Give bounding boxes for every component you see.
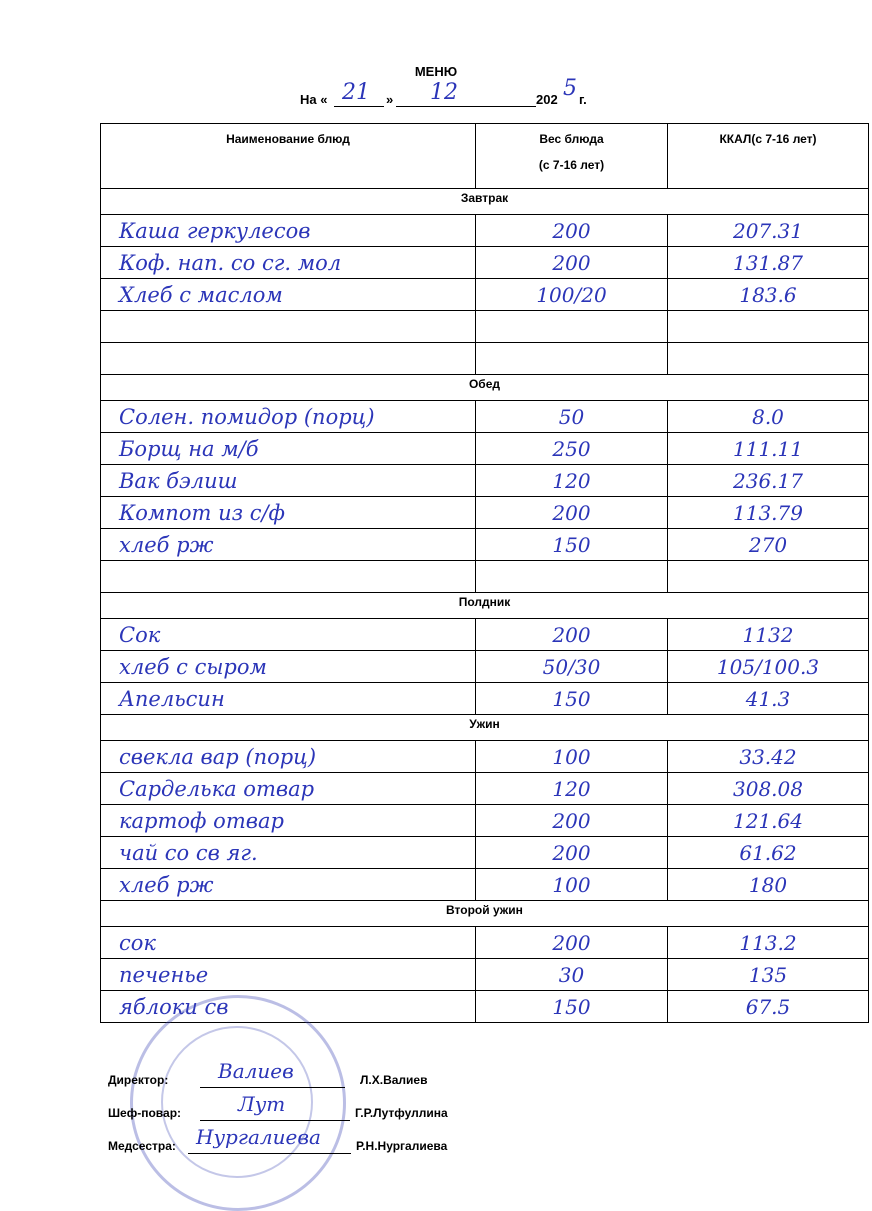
- col-kcal: ККАЛ(с 7-16 лет): [668, 124, 869, 189]
- dish-kcal: 183.6: [668, 279, 869, 311]
- signatory-name: Л.Х.Валиев: [360, 1073, 428, 1087]
- table-row: [101, 215, 869, 247]
- dish-name: сок: [101, 927, 476, 959]
- dish-kcal: 113.2: [668, 927, 869, 959]
- dish-weight: [476, 343, 668, 375]
- table-row: [101, 959, 869, 991]
- dish-weight: 150: [476, 529, 668, 561]
- dish-kcal: 113.79: [668, 497, 869, 529]
- dish-name: [101, 343, 476, 375]
- menu-title: МЕНЮ: [414, 64, 458, 79]
- date-year-digit: 5: [563, 76, 577, 101]
- dish-weight: 100/20: [476, 279, 668, 311]
- handwritten-signature: Нургалиева: [196, 1125, 321, 1149]
- section-title: Второй ужин: [101, 901, 869, 927]
- date-line: [300, 76, 620, 112]
- dish-kcal: 135: [668, 959, 869, 991]
- dish-kcal: 180: [668, 869, 869, 901]
- dish-name: хлеб рж: [101, 869, 476, 901]
- date-month: 12: [430, 80, 458, 105]
- table-row: [101, 651, 869, 683]
- dish-kcal: 270: [668, 529, 869, 561]
- dish-weight: [476, 561, 668, 593]
- dish-name: Борщ на м/б: [101, 433, 476, 465]
- table-row: [101, 279, 869, 311]
- dish-name: хлеб рж: [101, 529, 476, 561]
- dish-weight: 100: [476, 869, 668, 901]
- dish-name: Коф. нап. со сг. мол: [101, 247, 476, 279]
- dish-name: свекла вар (порц): [101, 741, 476, 773]
- col-weight-label: Вес блюда: [539, 132, 604, 146]
- table-row: [101, 927, 869, 959]
- dish-kcal: [668, 561, 869, 593]
- dish-weight: 250: [476, 433, 668, 465]
- section-title: Ужин: [101, 715, 869, 741]
- table-row: [101, 837, 869, 869]
- dish-weight: 200: [476, 837, 668, 869]
- table-row: [101, 773, 869, 805]
- dish-kcal: 8.0: [668, 401, 869, 433]
- table-row: [101, 401, 869, 433]
- table-row: [101, 805, 869, 837]
- table-row: [101, 619, 869, 651]
- table-row: [101, 561, 869, 593]
- dish-kcal: 33.42: [668, 741, 869, 773]
- table-row: [101, 741, 869, 773]
- dish-name: хлеб с сыром: [101, 651, 476, 683]
- dish-kcal: [668, 311, 869, 343]
- date-quote-close: »: [386, 92, 394, 107]
- section-title: Завтрак: [101, 189, 869, 215]
- dish-kcal: 207.31: [668, 215, 869, 247]
- col-dish-name: Наименование блюд: [101, 124, 476, 189]
- dish-weight: 150: [476, 683, 668, 715]
- dish-name: чай со св яг.: [101, 837, 476, 869]
- date-year-suffix: г.: [579, 92, 587, 107]
- section-row: [101, 715, 869, 741]
- header-row: [101, 124, 869, 189]
- table-row: [101, 433, 869, 465]
- dish-weight: 200: [476, 805, 668, 837]
- dish-weight: 50: [476, 401, 668, 433]
- role-label: Шеф-повар:: [108, 1106, 182, 1120]
- section-row: [101, 593, 869, 619]
- dish-kcal: 61.62: [668, 837, 869, 869]
- handwritten-signature: Лут: [238, 1092, 286, 1116]
- dish-weight: [476, 311, 668, 343]
- dish-kcal: 121.64: [668, 805, 869, 837]
- dish-weight: 200: [476, 619, 668, 651]
- role-label: Директор:: [108, 1073, 169, 1087]
- dish-kcal: 131.87: [668, 247, 869, 279]
- table-row: [101, 869, 869, 901]
- dish-kcal: 111.11: [668, 433, 869, 465]
- table-row: [101, 497, 869, 529]
- dish-kcal: 236.17: [668, 465, 869, 497]
- dish-kcal: [668, 343, 869, 375]
- section-row: [101, 375, 869, 401]
- dish-weight: 120: [476, 773, 668, 805]
- dish-weight: 30: [476, 959, 668, 991]
- dish-name: Апельсин: [101, 683, 476, 715]
- dish-weight: 200: [476, 927, 668, 959]
- dish-weight: 100: [476, 741, 668, 773]
- dish-name: [101, 561, 476, 593]
- dish-name: Компот из с/ф: [101, 497, 476, 529]
- col-weight: [476, 124, 668, 189]
- dish-weight: 150: [476, 991, 668, 1023]
- section-row: [101, 901, 869, 927]
- signatory-name: Г.Р.Лутфуллина: [355, 1106, 448, 1120]
- date-prefix: На «: [300, 92, 328, 107]
- section-title: Обед: [101, 375, 869, 401]
- dish-name: печенье: [101, 959, 476, 991]
- section-title: Полдник: [101, 593, 869, 619]
- dish-weight: 200: [476, 497, 668, 529]
- table-row: [101, 683, 869, 715]
- dish-name: картоф отвар: [101, 805, 476, 837]
- dish-name: Солен. помидор (порц): [101, 401, 476, 433]
- table-row: [101, 247, 869, 279]
- dish-name: яблоки св: [101, 991, 476, 1023]
- role-label: Медсестра:: [108, 1139, 176, 1153]
- dish-name: [101, 311, 476, 343]
- dish-kcal: 1132: [668, 619, 869, 651]
- dish-kcal: 105/100.3: [668, 651, 869, 683]
- dish-name: Вак бэлиш: [101, 465, 476, 497]
- date-year-prefix: 202: [536, 92, 558, 107]
- dish-weight: 200: [476, 247, 668, 279]
- dish-name: Сок: [101, 619, 476, 651]
- date-day: 21: [342, 80, 370, 105]
- dish-kcal: 67.5: [668, 991, 869, 1023]
- signatory-name: Р.Н.Нургалиева: [356, 1139, 448, 1153]
- dish-name: Хлеб с маслом: [101, 279, 476, 311]
- dish-name: Каша геркулесов: [101, 215, 476, 247]
- dish-name: Сарделька отвар: [101, 773, 476, 805]
- table-row: [101, 529, 869, 561]
- menu-table: [100, 123, 869, 1023]
- dish-weight: 120: [476, 465, 668, 497]
- handwritten-signature: Валиев: [218, 1059, 294, 1083]
- dish-kcal: 308.08: [668, 773, 869, 805]
- table-row: [101, 465, 869, 497]
- col-weight-age: (с 7-16 лет): [538, 158, 605, 172]
- table-row: [101, 311, 869, 343]
- dish-weight: 50/30: [476, 651, 668, 683]
- dish-weight: 200: [476, 215, 668, 247]
- section-row: [101, 189, 869, 215]
- dish-kcal: 41.3: [668, 683, 869, 715]
- table-row: [101, 343, 869, 375]
